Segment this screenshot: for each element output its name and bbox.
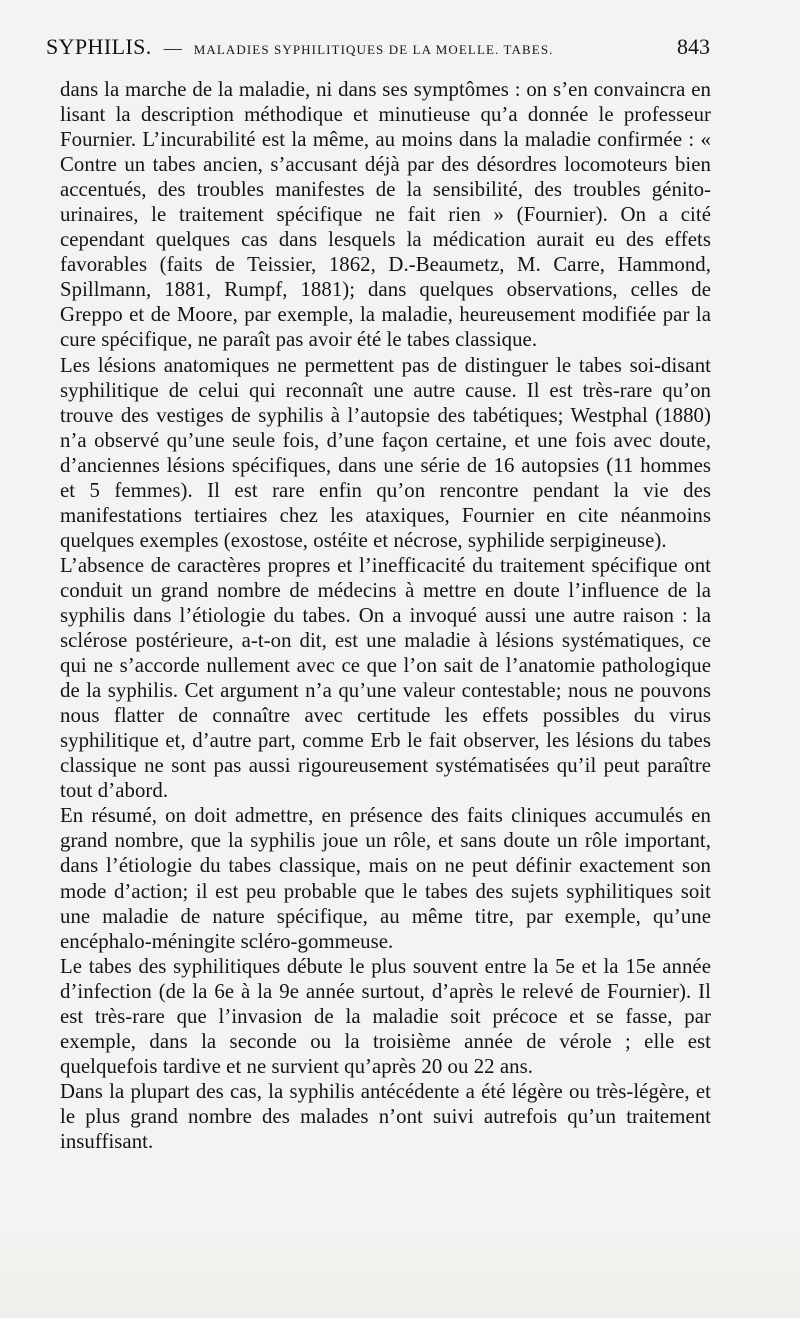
paragraph-6: Dans la plupart des cas, la syphilis antécédente a été légère ou très-légère, et le plus grand nombre des malades n’ont suivi autrefois qu’un traitement insuffisant. bbox=[60, 1079, 711, 1153]
header-subtitle: MALADIES SYPHILITIQUES DE LA MOELLE. TABES. bbox=[193, 42, 554, 57]
paragraph-2: Les lésions anatomiques ne permettent pas de distinguer le tabes soi-disant syphilitique de celui qui reconnaît une autre cause. Il est très-rare qu’on trouve des vestiges de syphilis à l’autopsie des tabétiques; Westphal (1880) n’a observé qu’une seule fois, d’une façon certaine, et une fois avec doute, d’anciennes lésions spécifiques, dans une série de 16 autopsies (11 hommes et 5 femmes). Il est rare enfin qu’on rencontre pendant la vie des manifestations tertiaires chez les ataxiques, Fournier en cite néanmoins quelques exemples (exostose, ostéite et nécrose, syphilide serpigineuse). bbox=[60, 353, 711, 552]
header-left bbox=[46, 34, 554, 60]
paragraph-3: L’absence de caractères propres et l’inefficacité du traitement spécifique ont conduit un grand nombre de médecins à mettre en doute l’influence de la syphilis dans l’étiologie du tabes. On a invoqué aussi une autre raison : la sclérose postérieure, a-t-on dit, est une maladie à lésions systématiques, ce qui ne s’accorde nullement avec ce que l’on sait de l’anatomie pathologique de la syphilis. Cet argument n’a qu’une valeur contestable; nous ne pouvons nous flatter de connaître avec certitude les effets possibles du virus syphilitique et, d’autre part, comme Erb le fait observer, les lésions du tabes classique ne sont pas aussi rigoureusement systématisées qu’il peut paraître tout d’abord. bbox=[60, 553, 711, 803]
header-dash: — bbox=[163, 38, 182, 58]
paragraph-5: Le tabes des syphilitiques débute le plus souvent entre la 5e et la 15e année d’infection (de la 6e à la 9e année surtout, d’après le relevé de Fournier). Il est très-rare que l’invasion de la maladie soit précoce et se fasse, par exemple, dans la seconde ou la troisième année de vérole ; elle est quelquefois tardive et ne survient qu’après 20 ou 22 ans. bbox=[60, 954, 711, 1078]
page-bottom-margin bbox=[0, 1228, 800, 1318]
running-header bbox=[46, 34, 710, 70]
header-title: SYPHILIS. bbox=[46, 34, 152, 59]
paragraph-1: dans la marche de la maladie, ni dans ses symptômes : on s’en convaincra en lisant la description méthodique et minutieuse qu’a donnée le professeur Fournier. L’incurabilité est la même, au moins dans la maladie confirmée : « Contre un tabes ancien, s’accusant déjà par des désordres locomoteurs bien accentués, des troubles manifestes de la sensibilité, des troubles génito-urinaires, le traitement spécifique ne fait rien » (Fournier). On a cité cependant quelques cas dans lesquels la médication aurait eu des effets favorables (faits de Teissier, 1862, D.-Beaumetz, M. Carre, Hammond, Spillmann, 1881, Rumpf, 1881); dans quelques observations, celles de Greppo et de Moore, par exemple, la maladie, heureusement modifiée par la cure spécifique, ne paraît pas avoir été le tabes classique. bbox=[60, 78, 711, 352]
page-number: 843 bbox=[677, 34, 710, 59]
page-body bbox=[60, 77, 711, 1154]
paragraph-4: En résumé, on doit admettre, en présence des faits cliniques accumulés en grand nombre, que la syphilis joue un rôle, et sans doute un rôle important, dans l’étiologie du tabes classique, mais on ne peut définir exactement son mode d’action; il est peu probable que le tabes des sujets syphilitiques soit une maladie de nature spécifique, au même titre, par exemple, qu’une encéphalo-méningite scléro-gommeuse. bbox=[60, 804, 711, 953]
